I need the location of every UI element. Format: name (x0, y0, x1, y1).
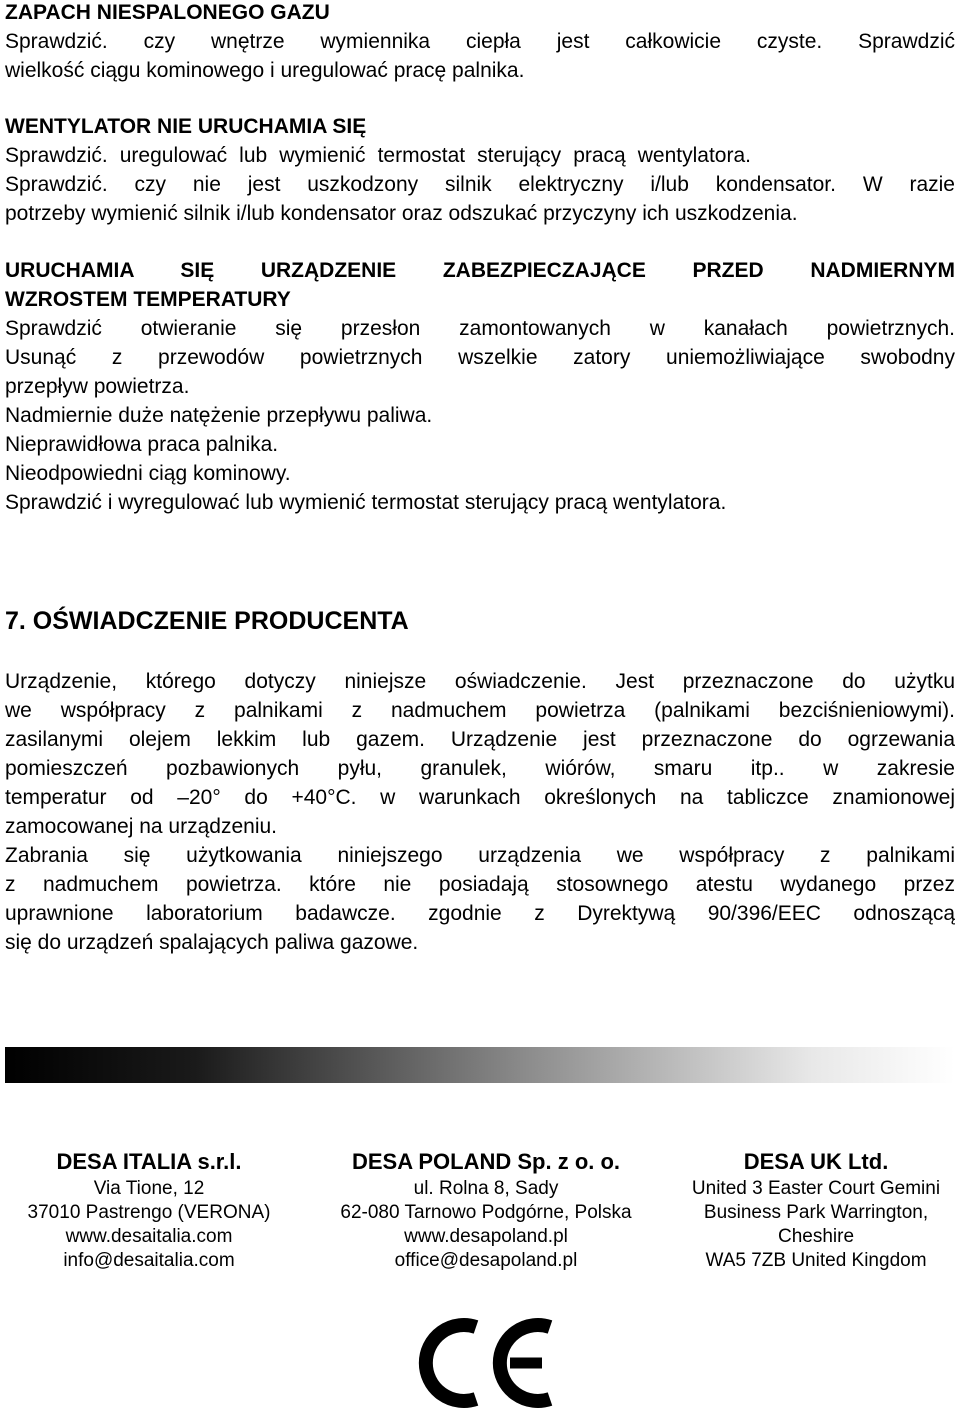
address-line: 37010 Pastrengo (VERONA) (27, 1202, 271, 1223)
paragraph-line: Sprawdzić. czy wnętrze wymiennika ciepła jest całkowicie czyste. Sprawdzić (5, 30, 955, 53)
paragraph-line: temperatur od –20° do +40°C. w warunkach określonych na tabliczce znamionowej (5, 786, 955, 809)
paragraph-line: uprawnione laboratorium badawcze. zgodnie z Dyrektywą 90/396/EEC odnoszącą (5, 902, 955, 925)
section-heading: WZROSTEM TEMPERATURY (5, 288, 291, 311)
paragraph-line: wielkość ciągu kominowego i uregulować pracę palnika. (5, 59, 525, 82)
section-heading: URUCHAMIA SIĘ URZĄDZENIE ZABEZPIECZAJĄCE PRZED NADMIERNYM (5, 259, 955, 282)
address-line: United 3 Easter Court Gemini (691, 1178, 941, 1199)
section-title: 7. OŚWIADCZENIE PRODUCENTA (5, 607, 409, 635)
section-heading: WENTYLATOR NIE URUCHAMIA SIĘ (5, 115, 367, 138)
paragraph-line: Sprawdzić i wyregulować lub wymienić termostat sterujący pracą wentylatora. (5, 491, 727, 514)
contact-desa-uk (672, 1147, 960, 1273)
website: www.desapoland.pl (404, 1226, 568, 1247)
website: www.desaitalia.com (65, 1226, 233, 1247)
paragraph-line: Sprawdzić otwieranie się przesłon zamontowanych w kanałach powietrznych. (5, 317, 955, 340)
paragraph-line: Urządzenie, którego dotyczy niniejsze oświadczenie. Jest przeznaczone do użytku (5, 670, 955, 693)
paragraph-line: z nadmuchem powietrza. które nie posiadają stosownego atestu wydanego przez (5, 873, 955, 896)
paragraph-line: się do urządzeń spalających paliwa gazowe. (5, 931, 419, 954)
address-line: Via Tione, 12 (93, 1178, 205, 1199)
declaration-body (5, 667, 955, 957)
company-name: DESA POLAND Sp. z o. o. (351, 1149, 621, 1174)
company-name: DESA UK Ltd. (743, 1149, 889, 1174)
gradient-divider (5, 1047, 955, 1083)
paragraph-line: Nieodpowiedni ciąg kominowy. (5, 462, 291, 485)
paragraph-line: we współpracy z palnikami z nadmuchem powietrza (palnikami bezciśnieniowymi). (5, 699, 955, 722)
section-heading: ZAPACH NIESPALONEGO GAZU (5, 1, 330, 24)
paragraph-line: Sprawdzić. uregulować lub wymienić termostat sterujący pracą wentylatora. (5, 144, 751, 167)
email: office@desapoland.pl (394, 1250, 578, 1271)
section-manufacturer-declaration (5, 605, 955, 637)
address-line: WA5 7ZB United Kingdom (705, 1250, 927, 1271)
paragraph-line: Nadmiernie duże natężenie przepływu paliwa. (5, 404, 433, 427)
paragraph-line: Usunąć z przewodów powietrznych wszelkie zatory uniemożliwiające swobodny (5, 346, 955, 369)
paragraph-line: zamocowanej na urządzeniu. (5, 815, 277, 838)
paragraph-line: zasilanymi olejem lekkim lub gazem. Urządzenie jest przeznaczone do ogrzewania (5, 728, 955, 751)
paragraph-line: pomieszczeń pozbawionych pyłu, granulek, wiórów, smaru itp.. w zakresie (5, 757, 955, 780)
section-fan-not-starting (5, 112, 955, 228)
section-unburned-gas (5, 0, 955, 85)
address-line: Business Park Warrington, (703, 1202, 929, 1223)
address-line: ul. Rolna 8, Sady (413, 1178, 559, 1199)
ce-mark-icon (410, 1313, 560, 1413)
paragraph-line: przepływ powietrza. (5, 375, 190, 398)
address-line: Cheshire (777, 1226, 855, 1247)
contact-desa-poland (318, 1147, 654, 1273)
email: info@desaitalia.com (63, 1250, 235, 1271)
paragraph-line: potrzeby wymienić silnik i/lub kondensator oraz odszukać przyczyny ich uszkodzenia. (5, 202, 798, 225)
section-overheat-protection (5, 256, 955, 517)
paragraph-line: Zabrania się użytkowania niniejszego urządzenia we współpracy z palnikami (5, 844, 955, 867)
company-name: DESA ITALIA s.r.l. (56, 1149, 242, 1174)
paragraph-line: Nieprawidłowa praca palnika. (5, 433, 279, 456)
paragraph-line: Sprawdzić. czy nie jest uszkodzony silnik elektryczny i/lub kondensator. W razie (5, 173, 955, 196)
contact-desa-italia (10, 1147, 288, 1273)
address-line: 62-080 Tarnowo Podgórne, Polska (340, 1202, 632, 1223)
